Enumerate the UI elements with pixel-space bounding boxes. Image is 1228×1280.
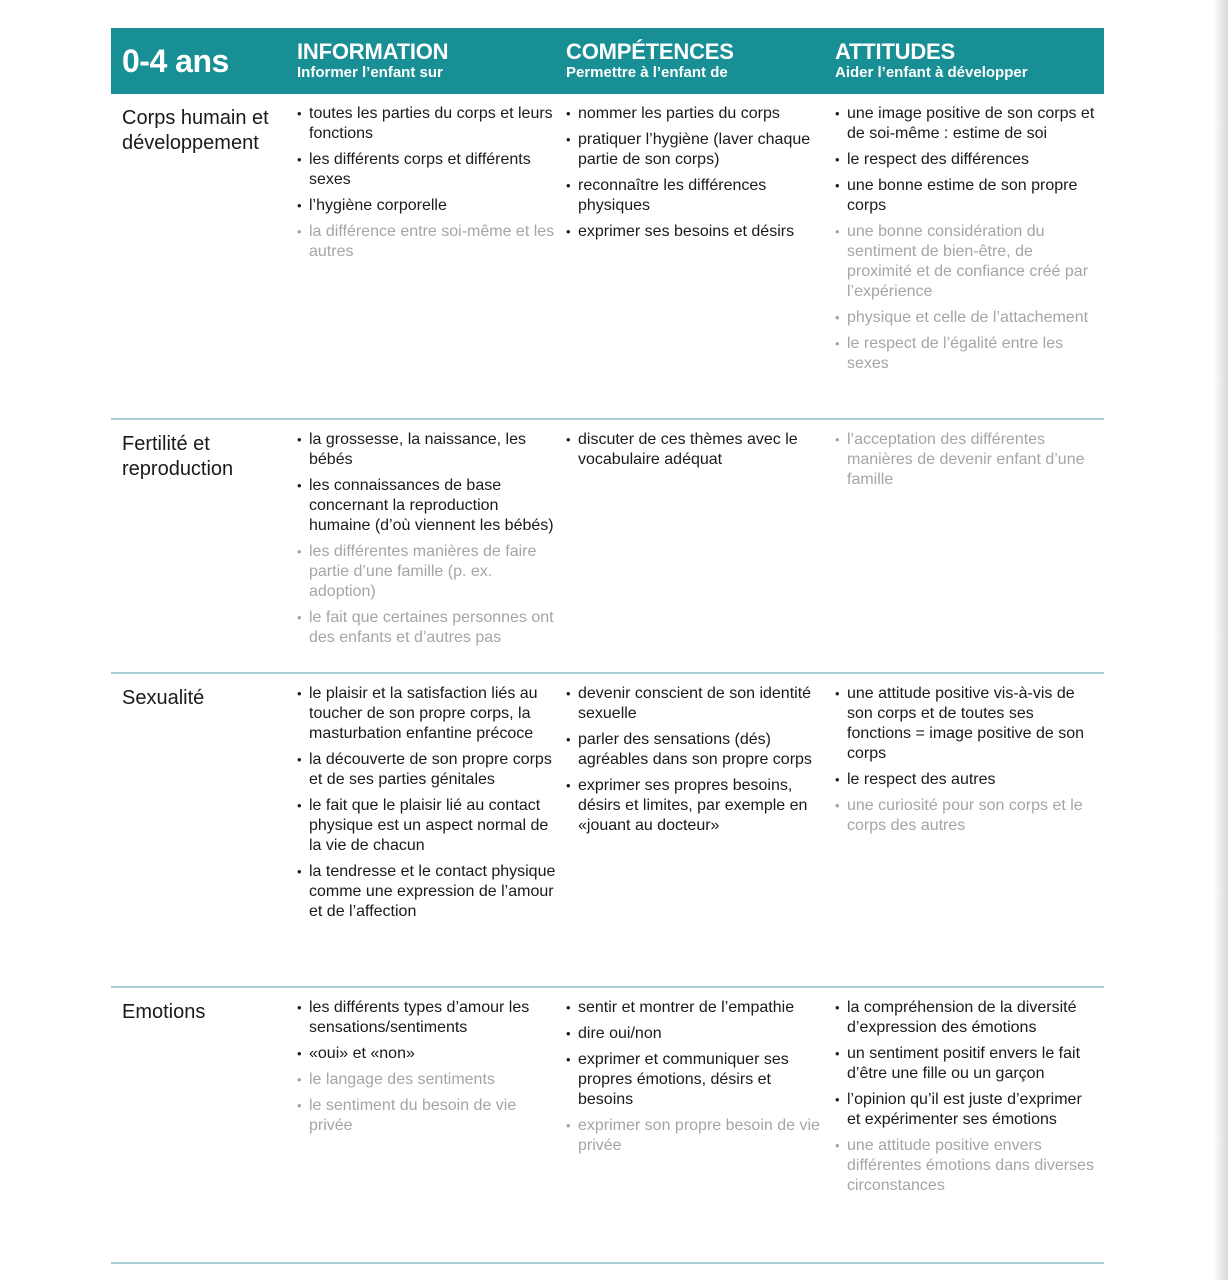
table-row xyxy=(111,988,1104,1264)
age-group-title: 0-4 ans xyxy=(122,43,229,79)
list-item: • les différents corps et différents sexes xyxy=(297,150,566,190)
page-edge-shadow xyxy=(1214,0,1228,1280)
attitudes-list xyxy=(835,684,1104,836)
curriculum-table xyxy=(111,28,1104,1264)
cell-skills xyxy=(566,430,835,672)
cell-info xyxy=(297,998,566,1262)
list-item: • une attitude positive envers différentes émotions dans diverses circonstances xyxy=(835,1136,1104,1196)
table-header xyxy=(111,28,1104,94)
header-attitudes-subtitle: Aider l’enfant à développer xyxy=(835,64,1028,81)
list-item: • discuter de ces thèmes avec le vocabulaire adéquat xyxy=(566,430,835,470)
cell-info xyxy=(297,104,566,418)
list-item: • le plaisir et la satisfaction liés au toucher de son propre corps, la masturbation enfantine précoce xyxy=(297,684,566,744)
list-item: • dire oui/non xyxy=(566,1024,835,1044)
list-item: • sentir et montrer de l’empathie xyxy=(566,998,835,1018)
list-item: • l’acceptation des différentes manières de devenir enfant d’une famille xyxy=(835,430,1104,490)
header-competences-title: COMPÉTENCES xyxy=(566,39,734,64)
list-item: • exprimer son propre besoin de vie privée xyxy=(566,1116,835,1156)
skills-list xyxy=(566,430,835,470)
header-competences xyxy=(566,28,835,94)
header-competences-subtitle: Permettre à l’enfant de xyxy=(566,64,728,81)
list-item: • le fait que certaines personnes ont des enfants et d’autres pas xyxy=(297,608,566,648)
info-list xyxy=(297,430,566,648)
list-item: • une curiosité pour son corps et le corps des autres xyxy=(835,796,1104,836)
table-row xyxy=(111,674,1104,988)
list-item: • reconnaître les différences physiques xyxy=(566,176,835,216)
header-attitudes-title: ATTITUDES xyxy=(835,39,956,64)
skills-list xyxy=(566,104,835,242)
info-list xyxy=(297,684,566,922)
list-item: • l’opinion qu’il est juste d’exprimer et expérimenter ses émotions xyxy=(835,1090,1104,1130)
topic-label: Corps humain et développement xyxy=(122,107,269,154)
skills-list xyxy=(566,684,835,836)
skills-list xyxy=(566,998,835,1156)
list-item: • la tendresse et le contact physique comme une expression de l’amour et de l’affection xyxy=(297,862,566,922)
attitudes-list xyxy=(835,430,1104,490)
list-item: • exprimer ses besoins et désirs xyxy=(566,222,835,242)
list-item: • le fait que le plaisir lié au contact physique est un aspect normal de la vie de chacun xyxy=(297,796,566,856)
header-information-subtitle: Informer l’enfant sur xyxy=(297,64,443,81)
list-item: • une bonne estime de son propre corps xyxy=(835,176,1104,216)
topic-label: Sexualité xyxy=(122,687,205,709)
list-item: • les différents types d’amour les sensations/sentiments xyxy=(297,998,566,1038)
table-row xyxy=(111,420,1104,674)
list-item: • «oui» et «non» xyxy=(297,1044,566,1064)
list-item: • la découverte de son propre corps et de ses parties génitales xyxy=(297,750,566,790)
info-list xyxy=(297,104,566,262)
info-list xyxy=(297,998,566,1136)
attitudes-list xyxy=(835,998,1104,1196)
list-item: • le respect des autres xyxy=(835,770,1104,790)
list-item: • un sentiment positif envers le fait d’être une fille ou un garçon xyxy=(835,1044,1104,1084)
list-item: • nommer les parties du corps xyxy=(566,104,835,124)
list-item: • le respect de l’égalité entre les sexes xyxy=(835,334,1104,374)
cell-info xyxy=(297,684,566,986)
cell-attitudes xyxy=(835,104,1104,418)
cell-skills xyxy=(566,104,835,418)
header-information xyxy=(297,28,566,94)
attitudes-list xyxy=(835,104,1104,374)
list-item: • le sentiment du besoin de vie privée xyxy=(297,1096,566,1136)
list-item: • pratiquer l’hygiène (laver chaque partie de son corps) xyxy=(566,130,835,170)
cell-attitudes xyxy=(835,430,1104,672)
list-item: • les connaissances de base concernant la reproduction humaine (d’où viennent les bébés) xyxy=(297,476,566,536)
list-item: • la compréhension de la diversité d’expression des émotions xyxy=(835,998,1104,1038)
topic-label: Emotions xyxy=(122,1001,206,1023)
list-item: • le respect des différences xyxy=(835,150,1104,170)
list-item: • parler des sensations (dés) agréables dans son propre corps xyxy=(566,730,835,770)
list-item: • exprimer et communiquer ses propres émotions, désirs et besoins xyxy=(566,1050,835,1110)
list-item: • la grossesse, la naissance, les bébés xyxy=(297,430,566,470)
cell-info xyxy=(297,430,566,672)
list-item: • l’hygiène corporelle xyxy=(297,196,566,216)
list-item: • exprimer ses propres besoins, désirs et limites, par exemple en «jouant au docteur» xyxy=(566,776,835,836)
table-body xyxy=(111,94,1104,1264)
list-item: • toutes les parties du corps et leurs fonctions xyxy=(297,104,566,144)
cell-attitudes xyxy=(835,684,1104,986)
list-item: • une attitude positive vis-à-vis de son corps et de toutes ses fonctions = image positive de son corps xyxy=(835,684,1104,764)
list-item: • une image positive de son corps et de soi-même : estime de soi xyxy=(835,104,1104,144)
cell-skills xyxy=(566,684,835,986)
header-information-title: INFORMATION xyxy=(297,39,449,64)
list-item: • devenir conscient de son identité sexuelle xyxy=(566,684,835,724)
list-item: • la différence entre soi-même et les autres xyxy=(297,222,566,262)
cell-attitudes xyxy=(835,998,1104,1262)
topic-label: Fertilité et reproduction xyxy=(122,433,234,480)
table-row xyxy=(111,94,1104,420)
list-item: • les différentes manières de faire partie d’une famille (p. ex. adoption) xyxy=(297,542,566,602)
list-item: • le langage des sentiments xyxy=(297,1070,566,1090)
header-attitudes xyxy=(835,28,1104,94)
list-item: • une bonne considération du sentiment de bien-être, de proximité et de confiance créé par l’expérience xyxy=(835,222,1104,302)
list-item: • physique et celle de l’attachement xyxy=(835,308,1104,328)
cell-skills xyxy=(566,998,835,1262)
